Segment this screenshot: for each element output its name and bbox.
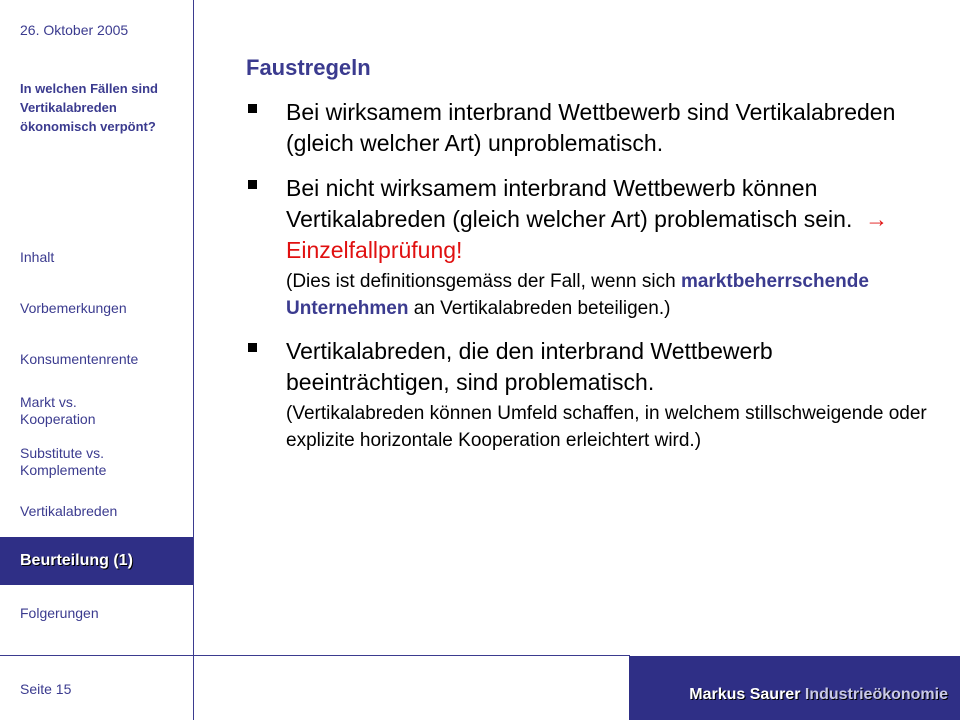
nav-item-markt-vs-kooperation[interactable]: Markt vs. Kooperation [20,394,96,427]
bullet-2-note [286,268,936,322]
slide-content [246,55,936,468]
nav-item-beurteilung-active[interactable]: Beurteilung (1) [0,537,193,585]
footer-banner [629,656,960,720]
bullet-2 [246,173,936,322]
nav-item-konsumentenrente[interactable]: Konsumentenrente [20,351,139,367]
square-bullet-icon [248,104,257,113]
bottom-divider [0,655,630,656]
footer-subject: Industrieökonomie [804,686,948,703]
bullet-1-text: Bei wirksamem interbrand Wettbewerb sind Vertikalabreden (gleich welcher Art) unproblematisch. [286,99,896,156]
bullet-3-text: Vertikalabreden, die den interbrand Wettbewerb beeinträchtigen, sind problematisch. [286,338,773,395]
footer-author: Markus Saurer [689,686,801,703]
slide-date: 26. Oktober 2005 [20,22,129,38]
bullet-2-text [286,173,936,266]
bullet-2-highlight: Einzelfallprüfung! [286,237,463,263]
nav-item-vorbemerkungen[interactable]: Vorbemerkungen [20,300,127,316]
bullet-3-note: (Vertikalabreden können Umfeld schaffen, in welchem stillschweigende oder explizite horizontale Kooperation erleichtert wird.) [286,403,927,451]
bullet-3 [246,336,936,454]
square-bullet-icon [248,180,257,189]
page-number: Seite 15 [20,681,72,697]
nav-item-folgerungen[interactable]: Folgerungen [20,605,99,621]
sidebar-divider [193,0,194,720]
square-bullet-icon [248,343,257,352]
nav-item-vertikalabreden[interactable]: Vertikalabreden [20,503,118,519]
bullet-2-note-bold: marktbeherrschende Unternehmen [286,271,869,319]
bullet-1 [246,97,936,159]
right-arrow-icon: → [865,206,889,232]
bullet-2-note-pre: (Dies ist definitionsgemäss der Fall, wenn sich [286,271,676,292]
bullet-2-note-post: an Vertikalabreden beteiligen.) [413,298,671,319]
bullet-2-main: Bei nicht wirksamem interbrand Wettbewerb können Vertikalabreden (gleich welcher Art) problematisch sein. [286,175,853,232]
slide-heading: Faustregeln [246,55,371,80]
nav-item-substitute-vs-komplemente[interactable]: Substitute vs. Komplemente [20,445,107,478]
slide-question: In welchen Fällen sind Vertikalabreden ökonomisch verpönt? [20,81,158,134]
nav-item-inhalt[interactable]: Inhalt [20,249,55,265]
